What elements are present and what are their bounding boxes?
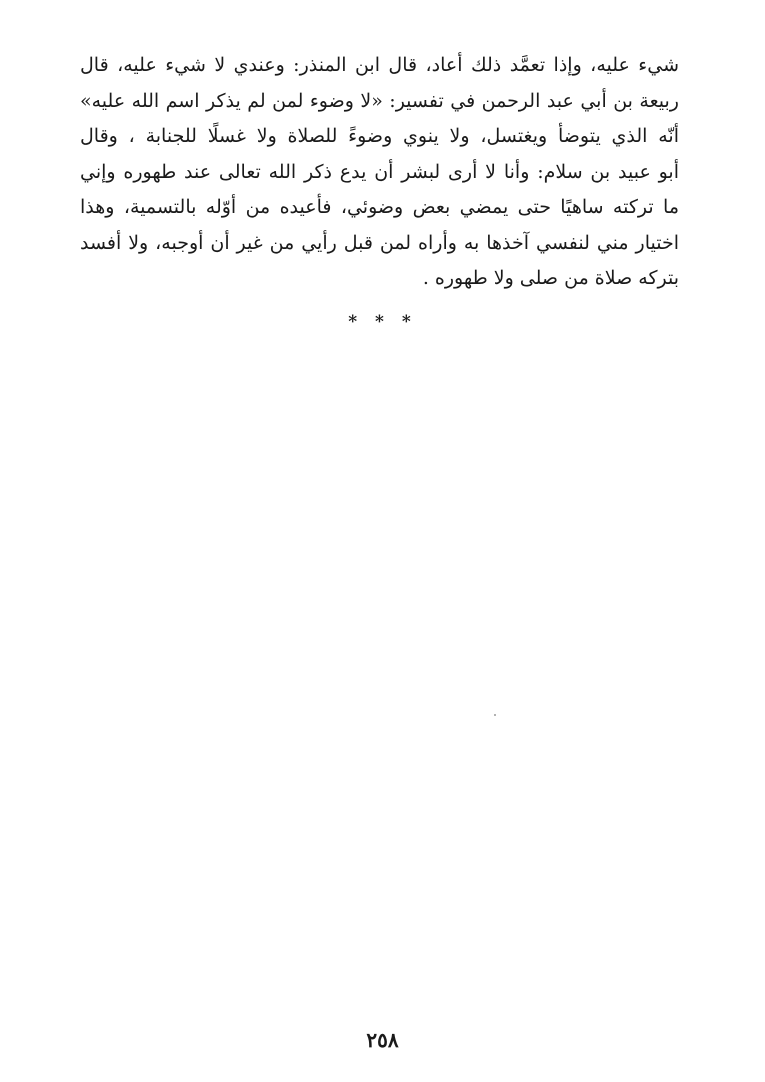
scan-speck xyxy=(494,714,496,716)
body-text xyxy=(80,48,679,297)
text-line: اختيار مني لنفسي آخذها به وأراه لمن قبل رأيي من غير أن أوجبه، ولا أفسد xyxy=(80,231,679,254)
text-line: ما تركته ساهيًا حتى يمضي بعض وضوئي، فأعيده من أوّله بالتسمية، وهذا xyxy=(80,196,679,218)
section-separator: * * * xyxy=(348,312,417,332)
page-number: ٢٥٨ xyxy=(366,1028,399,1052)
text-line: ربيعة بن أبي عبد الرحمن في تفسير: «لا وضوء لمن لم يذكر اسم الله عليه» xyxy=(80,89,679,112)
text-line: أنّه الذي يتوضأ ويغتسل، ولا ينوي وضوءً للصلاة ولا غسلًا للجنابة ، وقال xyxy=(80,125,679,147)
text-line-last: بتركه صلاة من صلى ولا طهوره . xyxy=(422,267,679,289)
text-line: أبو عبيد بن سلام: وأنا لا أرى لبشر أن يدع ذكر الله تعالى عند طهوره وإني xyxy=(80,160,679,183)
text-line: شيء عليه، وإذا تعمَّد ذلك أعاد، قال ابن المنذر: وعندي لا شيء عليه، قال xyxy=(80,54,679,76)
